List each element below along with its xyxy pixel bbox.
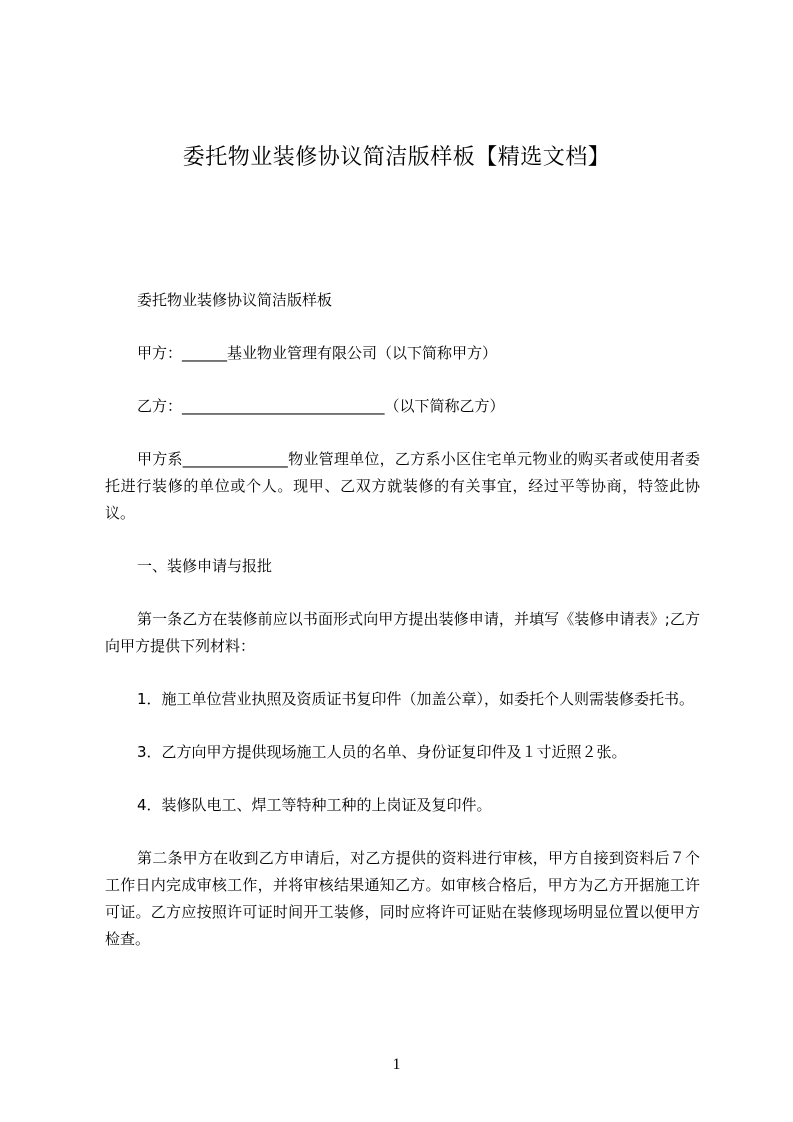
list-item-4: 4．装修队电工、焊工等特种工种的上岗证及复印件。	[137, 796, 492, 814]
party-a-paragraph: 甲方：______基业物业管理有限公司（以下简称甲方）	[137, 344, 498, 362]
intro-paragraph: 甲方系______________物业管理单位，乙方系小区住宅单元物业的购买者或使用者委托进行装修的单位或个人。现甲、乙双方就装修的有关事宜，经过平等协商，特签此协议。	[105, 450, 700, 522]
section-heading: 一、装修申请与报批	[137, 557, 273, 575]
document-body	[105, 287, 700, 979]
document-title: 委托物业装修协议简洁版样板【精选文档】	[182, 145, 611, 170]
page-number: 1	[392, 1056, 401, 1073]
party-b-paragraph: 乙方：___________________________（以下简称乙方）	[137, 397, 505, 415]
subtitle-paragraph: 委托物业装修协议简洁版样板	[137, 291, 333, 309]
article-one-paragraph: 第一条乙方在装修前应以书面形式向甲方提出装修申请，并填写《装修申请表》;乙方向甲方提供下列材料：	[105, 610, 700, 655]
article-two-paragraph: 第二条甲方在收到乙方申请后，对乙方提供的资料进行审核，甲方自接到资料后７个工作日内完成审核工作，并将审核结果通知乙方。如审核合格后，甲方为乙方开据施工许可证。乙方应按照许可证时间开工装修，同时应将许可证贴在装修现场明显位置以便甲方检查。	[105, 849, 700, 948]
list-item-1: 1．施工单位营业执照及资质证书复印件（加盖公章），如委托个人则需装修委托书。	[137, 690, 695, 708]
list-item-3: 3．乙方向甲方提供现场施工人员的名单、身份证复印件及１寸近照２张。	[137, 743, 627, 761]
